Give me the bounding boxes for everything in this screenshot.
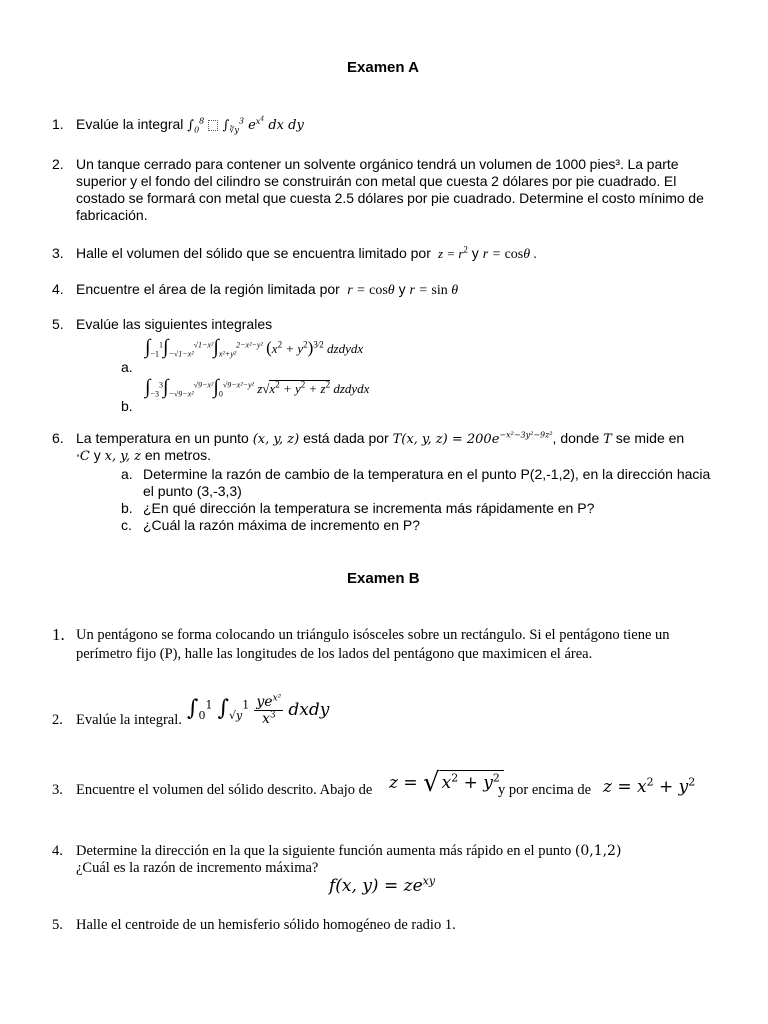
equation-paraboloid: $z = x^2 + y^2$ xyxy=(603,775,696,797)
temperature-function: T(x, y, $z) = 200e^{-x^2-3y^2-9z^2}$ xyxy=(392,430,553,447)
exam-a-q6 xyxy=(52,430,684,448)
question-number: 3. xyxy=(52,245,64,261)
question-text: , donde xyxy=(552,430,600,446)
list-label-a: a. xyxy=(121,359,133,375)
equation-r-cos: r = cosθ xyxy=(343,283,395,298)
conjunction: y por encima de xyxy=(498,782,592,798)
var-T: T xyxy=(603,432,612,447)
question-text: Encuentre el área de la región limitada por xyxy=(76,281,340,297)
question-text: está dada por xyxy=(303,430,389,446)
list-label: c. xyxy=(121,517,132,533)
conjunction: y xyxy=(398,281,406,297)
exam-a-q6-item-b xyxy=(121,500,594,517)
equation-z-r2: $z = r^2$ xyxy=(434,244,468,261)
question-number: 4. xyxy=(52,843,63,859)
question-text: Evalúe la integral xyxy=(76,116,184,132)
question-number: 2. xyxy=(52,156,64,172)
point-coordinates: (0,1,2) xyxy=(574,843,622,859)
var-xyz-plain: x, y, z xyxy=(104,449,141,464)
question-number: 3. xyxy=(52,782,63,798)
exam-b-q3 xyxy=(52,781,372,799)
question-text: Encuentre el volumen del sólido descrito. Abajo de xyxy=(76,782,373,798)
equation-r-sin: r = sin θ xyxy=(409,283,459,298)
question-number: 5. xyxy=(52,917,63,933)
exam-b-q4-line2: ¿Cuál es la razón de incremento máxima? xyxy=(76,860,319,876)
question-number: 4. xyxy=(52,281,64,297)
triple-integral-a: $\int_{-1}^1\int_{-√1-x^2}^{√1-x^2}\int_{x^2+y^2}^{2-x^2-y^2}$ $(x^2 + y^2)^{3⁄2}$ dzdydx xyxy=(145,336,364,359)
exam-a-q6-item-a-cont: el punto (3,-3,3) xyxy=(143,483,242,499)
question-number: 2. xyxy=(52,712,63,728)
conjunction: y xyxy=(471,245,479,261)
list-label: a. xyxy=(121,466,133,482)
question-text: Evalúe la integral. xyxy=(76,712,182,728)
question-text: se mide en xyxy=(615,430,685,446)
question-text: Halle el centroide de un hemisferio sólido homogéneo de radio 1. xyxy=(76,917,456,933)
exam-b-q2 xyxy=(52,711,182,729)
question-text: Evalúe las siguientes integrales xyxy=(76,316,273,332)
integral-expression: $\int_0^8$ $\int_{∛y}^3$ $e^{x^4}$ dx dy xyxy=(187,115,304,135)
item-text: ¿Cuál la razón máxima de incremento en P? xyxy=(143,517,421,533)
question-number: 5. xyxy=(52,316,64,332)
integral-expression: $\int_0^1$ $\int_{√y}^1$ $ye^{x^2}$ $x^3$ dxdy xyxy=(187,693,330,727)
exam-a-q5 xyxy=(52,316,272,333)
exam-a-q4 xyxy=(52,281,458,299)
unit-celsius: ∘C xyxy=(76,449,90,464)
exam-a-q6-item-c xyxy=(121,517,420,534)
question-number: 1. xyxy=(52,116,64,132)
list-label: b. xyxy=(121,500,133,516)
question-text: Un tanque cerrado para contener un solvente orgánico tendrá un volumen de 1000 pies³. La parte superior y el fondo del cilindro se construirán con metal que cuesta 2 dólares por pie cuadrado. El costado se formará con metal que cuesta 2.5 dólares por pie cuadrado. Determine el costo mínimo de fabricación. xyxy=(76,156,704,223)
triple-integral-b: $\int_{-3}^3\int_{-√9-x^2}^{√9-x^2}\int_0^{√9-x^2-y^2}$ $z√x^2 + y^2 + z^2$ dzdydx xyxy=(145,376,370,399)
exam-a-q6-line2 xyxy=(76,447,211,465)
equation-cone: z = √ $x^2 + y^2$ xyxy=(389,768,504,798)
question-text: y xyxy=(93,447,101,463)
exam-a-q6-item-a xyxy=(121,466,710,483)
question-number: 1. xyxy=(52,625,65,644)
question-text: Determine la dirección en la que la siguiente función aumenta más rápido en el punto xyxy=(76,843,572,859)
question-text: en metros. xyxy=(144,447,212,463)
function-equation: f(x, $y) = ze^{xy}$ xyxy=(329,874,436,896)
exam-b-q4 xyxy=(52,842,621,860)
list-label-b: b. xyxy=(121,398,133,414)
equation-r-cos: r = cosθ . xyxy=(482,247,538,262)
var-xyz: (x, y, z) xyxy=(252,432,300,447)
exam-a-title: Examen A xyxy=(347,59,419,76)
item-text: ¿En qué dirección la temperatura se incrementa más rápidamente en P? xyxy=(143,500,595,516)
exam-b-q5 xyxy=(52,916,456,934)
item-text: Determine la razón de cambio de la temperatura en el punto P(2,-1,2), en la dirección hacia xyxy=(143,466,711,482)
exam-b-title: Examen B xyxy=(347,570,420,587)
exam-a-q3 xyxy=(52,245,537,263)
question-number: 6. xyxy=(52,430,64,446)
question-text: La temperatura en un punto xyxy=(76,430,249,446)
question-text: Un pentágono se forma colocando un triángulo isósceles sobre un rectángulo. Si el pentágono tiene un perímetro fijo (P), halle las longitudes de los lados del pentágono que maximicen el área. xyxy=(76,627,670,662)
question-text: Halle el volumen del sólido que se encuentra limitado por xyxy=(76,245,431,261)
exam-a-q1 xyxy=(52,116,304,134)
